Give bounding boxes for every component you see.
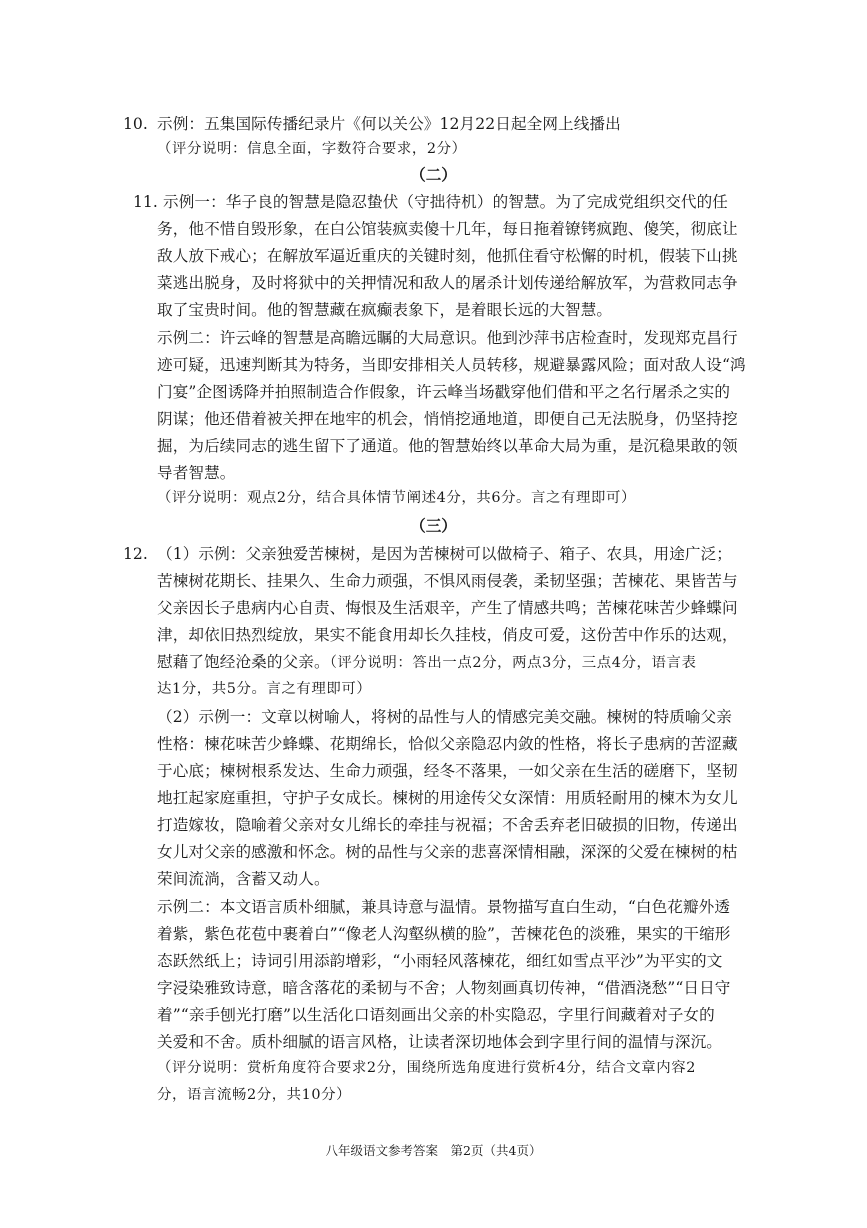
question-10-scoring-note: （评分说明：信息全面，字数符合要求，2分） xyxy=(157,141,467,157)
paragraph-line: 示例一：华子良的智慧是隐忍蛰伏（守拙待机）的智慧。为了完成党组织交代的任 xyxy=(163,193,728,211)
paragraph-line: 父亲因长子患病内心自责、悔恨及生活艰辛，产生了情感共鸣；苦楝花味苦少蜂蝶问 xyxy=(157,599,738,617)
paragraph-text: 慰藉了饱经沧桑的父亲。 xyxy=(157,653,330,671)
paragraph-line: 着”“亲手刨光打磨”以生活化口语刻画出父亲的朴实隐忍，字里行间藏着对子女的 xyxy=(157,1006,715,1024)
paragraph-line: 性格：楝花味苦少蜂蝶、花期绵长，恰似父亲隐忍内敛的性格，将长子患病的苦涩藏 xyxy=(157,735,738,753)
paragraph-line: 导者智慧。 xyxy=(157,464,236,482)
question-11-scoring-note: （评分说明：观点2分，结合具体情节阐述4分，共6分。言之有理即可） xyxy=(157,490,636,506)
paragraph-line: 阴谋；他还借着被关押在地牢的机会，悄悄挖通地道，即便自己无法脱身，仍坚持挖 xyxy=(157,410,738,428)
paragraph-line: 迹可疑，迅速判断其为特务，当即安排相关人员转移，规避暴露风险；面对敌人设“鸿 xyxy=(157,356,746,374)
page-footer: 八年级语文参考答案 第2页（共4页） xyxy=(325,1143,542,1158)
paragraph-line: （1）示例：父亲独爱苦楝树，是因为苦楝树可以做椅子、箱子、农具，用途广泛； xyxy=(157,545,732,563)
paragraph-line: 地扛起家庭重担，守护子女成长。楝树的用途传父女深情：用质轻耐用的楝木为女儿 xyxy=(157,789,738,807)
paragraph-line: 女儿对父亲的感激和怀念。树的品性与父亲的悲喜深情相融，深深的父爱在楝树的枯 xyxy=(157,843,738,861)
paragraph-line: 示例二：本文语言质朴细腻，兼具诗意与温情。景物描写直白生动，“白色花瓣外透 xyxy=(157,898,731,916)
question-12-scoring-note-continued: 分，语言流畅2分，共10分） xyxy=(157,1087,352,1103)
paragraph-line: 门宴”企图诱降并拍照制造合作假象，许云峰当场戳穿他们借和平之名行屠杀之实的 xyxy=(157,383,731,401)
paragraph-line: 着紫，紫色花苞中裹着白”“像老人沟壑纵横的脸”，苦楝花色的淡雅，果实的干缩形 xyxy=(157,925,731,943)
section-three-heading: （三） xyxy=(410,516,457,535)
paragraph-line: （2）示例一：文章以树喻人，将树的品性与人的情感完美交融。楝树的特质喻父亲 xyxy=(157,708,732,726)
paragraph-line xyxy=(157,652,697,673)
paragraph-line: 务，他不惜自毁形象，在白公馆装疯卖傻十几年，每日拖着镣铐疯跑、傻笑，彻底让 xyxy=(157,220,738,238)
paragraph-line: 取了宝贵时间。他的智慧藏在疯癫表象下，是着眼长远的大智慧。 xyxy=(157,301,613,319)
paragraph-line: 于心底；楝树根系发达、生命力顽强，经冬不落果，一如父亲在生活的磋磨下，坚韧 xyxy=(157,762,738,780)
paragraph-line: 掘，为后续同志的逃生留下了通道。他的智慧始终以革命大局为重，是沉稳果敢的领 xyxy=(157,437,738,455)
paragraph-line: 字浸染雅致诗意，暗含落花的柔韧与不舍；人物刻画真切传神，“借酒浇愁”“日日守 xyxy=(157,979,731,997)
question-10-answer: 示例：五集国际传播纪录片《何以关公》12月22日起全网上线播出 xyxy=(157,115,621,133)
paragraph-line: 关爱和不舍。质朴细腻的语言风格，让读者深切地体会到字里行间的温情与深沉。 xyxy=(157,1033,722,1051)
paragraph-line: 菜逃出脱身，及时将狱中的关押情况和敌人的屠杀计划传递给解放军，为营救同志争 xyxy=(157,274,738,292)
question-10-number: 10. xyxy=(123,115,148,133)
question-12-part-1-scoring-note: （评分说明：答出一点2分，两点3分，三点4分，语言表 xyxy=(329,655,697,671)
section-two-heading: （二） xyxy=(410,165,457,184)
paragraph-line: 敌人放下戒心；在解放军逼近重庆的关键时刻，他抓住看守松懈的时机，假装下山挑 xyxy=(157,247,738,265)
paragraph-line: 态跃然纸上；诗词引用添韵增彩，“小雨轻风落楝花，细红如雪点平沙”为平实的文 xyxy=(157,952,723,970)
paragraph-line: 示例二：许云峰的智慧是高瞻远瞩的大局意识。他到沙萍书店检查时，发现郑克昌行 xyxy=(157,329,738,347)
question-12-scoring-note: （评分说明：赏析角度符合要求2分，围绕所选角度进行赏析4分，结合文章内容2 xyxy=(157,1060,696,1076)
question-11-number: 11. xyxy=(133,193,158,211)
paragraph-line: 打造嫁妆，隐喻着父亲对女儿绵长的牵挂与祝福；不舍丢弃老旧破损的旧物，传递出 xyxy=(157,816,738,834)
question-12-number: 12. xyxy=(123,545,148,563)
question-12-part-1-scoring-note-continued: 达1分，共5分。言之有理即可） xyxy=(157,681,372,697)
paragraph-line: 苦楝树花期长、挂果久、生命力顽强，不惧风雨侵袭，柔韧坚强；苦楝花、果皆苦与 xyxy=(157,572,738,590)
paragraph-line: 荣间流淌，含蓄又动人。 xyxy=(157,870,330,888)
paragraph-line: 津，却依旧热烈绽放，果实不能食用却长久挂枝，俏皮可爱，这份苦中作乐的达观， xyxy=(157,626,738,644)
